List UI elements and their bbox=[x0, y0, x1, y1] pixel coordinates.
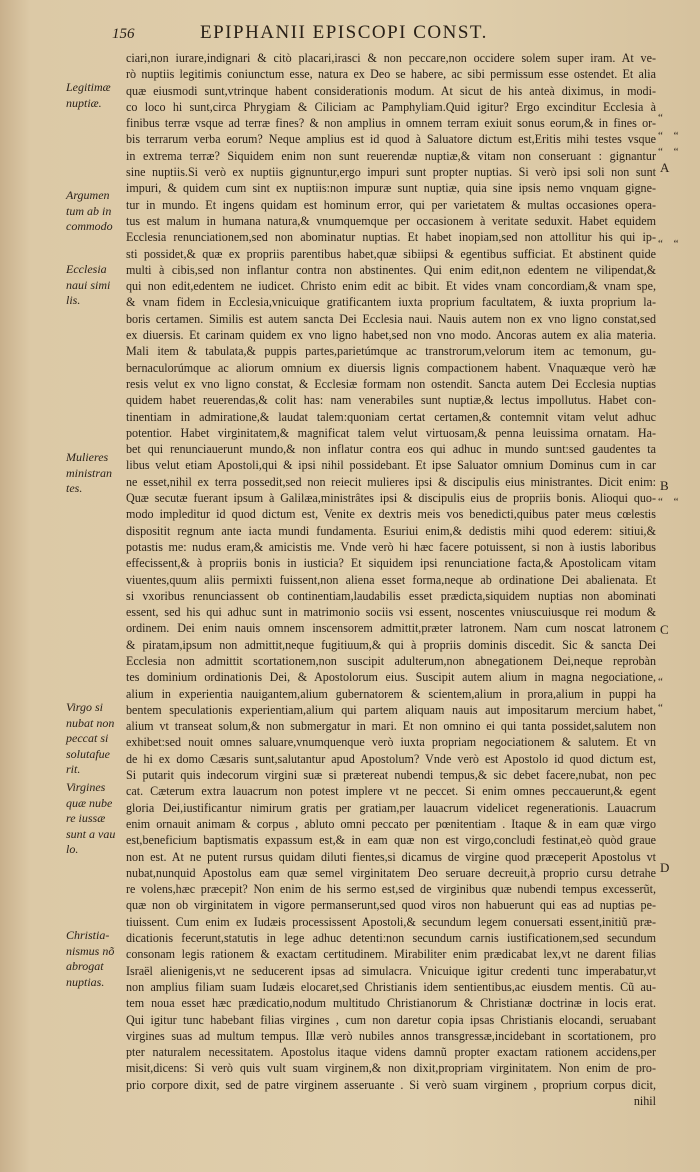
text-line: alium in experientia nauigantem,alium gubernatorem & scientem,alium in prora,alium in puppi ha bbox=[126, 686, 656, 701]
quotation-mark: “ “ bbox=[658, 146, 683, 158]
text-line: Ecclesia non admittit scortationem,non suscipit adulterum,non abnegationem Dei,neque reprobàn bbox=[126, 653, 656, 668]
text-line: bis terrarum verba eorum? Neque amplius est id quod à Saluatore dictum est,Eritis mihi testes vsque bbox=[126, 132, 656, 147]
text-line: sti possidet,& quæ ex propriis parentibus habet,quæ sibiipsi & egentibus sufficiat. Et abstinent quide bbox=[126, 246, 656, 261]
text-line: Si putarit quis indecorum virgini suæ si prætereat nubendi tempus,& sic debet facere,nubat, non pec bbox=[126, 768, 656, 783]
quotation-mark: “ bbox=[658, 676, 667, 688]
margin-note-line: Christia- bbox=[66, 928, 110, 942]
margin-note-line: nuptias. bbox=[66, 974, 105, 989]
margin-note-line: Legitimæ bbox=[66, 80, 111, 94]
text-line: quæ non ob virginitatem in vigore permanserunt,sed quod viros non habuerunt qui eas ad nuptias pe- bbox=[126, 898, 656, 913]
text-line: exhibet:sed nouit omnes saluare,vnumquenque verò iuxta propriam negociationem & salutem. Et vn bbox=[126, 735, 656, 750]
text-line: multi à cibis,sed non inflantur contra non abstinentes. Qui enim edit,non edentem ne vilipendat,& bbox=[126, 262, 656, 277]
running-head: EPIPHANII EPISCOPI CONST. bbox=[200, 22, 488, 43]
text-line: tiuissent. Cum enim ex Iudæis processissent Apostoli,& secundum legem conuersati essent,initiũ præ- bbox=[126, 914, 656, 929]
margin-note-line: commodo bbox=[66, 219, 113, 233]
text-line: dispositit regnum ante iacta mundi fundamenta. Esuriui enim,& dedistis mihi quod ederem: sitiui,& bbox=[126, 523, 656, 538]
section-letter: D bbox=[660, 860, 670, 875]
text-line: tinentiam in admiratione,& laudat talem:quoniam certat certamen,& contemnit vitam velut adhuc bbox=[126, 409, 656, 424]
quotation-mark: “ bbox=[658, 112, 667, 124]
text-line: cat. Cæterum extra lauacrum non potest implere vt ne peccet. Si enim omnes peccauerunt,& egent bbox=[126, 784, 656, 799]
text-line: tem noua esset hæc prædicatio,nodum multitudo Christianorum & Christianæ doctrinæ in locis erat. bbox=[126, 996, 656, 1011]
text-line: boris certamen. Similis est autem sancta Dei Ecclesia naui. Nauis autem non ex vno ligno constat,sed bbox=[126, 311, 656, 326]
text-line: si vxoribus renunciassent ob continentiam,laudabilis esset prædicta,siquidem nuptias non abominati bbox=[126, 588, 656, 603]
margin-note-line: tum ab in bbox=[66, 203, 112, 218]
margin-note-line: lis. bbox=[66, 293, 81, 307]
margin-note bbox=[66, 188, 126, 235]
margin-note-line: ministran bbox=[66, 465, 113, 480]
text-line: Quæ secutæ fuerant ipsum à Galilæa,ministrâtes ipsi & discipulis eius de propriis bonis. Alioqui quo- bbox=[126, 491, 656, 506]
text-line: tus est malum in humana natura,& vnumquemque per occasionem à veritate seduxit. Habet equidem bbox=[126, 213, 656, 228]
section-letter: B bbox=[660, 478, 669, 493]
text-line: dicationis fecerunt,statutis in lege adhuc detenti:non secundum carnis iustificationem,sed secundum bbox=[126, 931, 656, 946]
text-line: Mali item & tabulata,& puppis partes,parietúmque ac transtrorum,velorum item ac temonum, gu- bbox=[126, 344, 656, 359]
text-line: ciari,non iurare,indignari & citò placari,irasci & non peccare,non occidere solem super iram. At ve- bbox=[126, 51, 656, 65]
text-line: & piratam,ipsum non admittit,neque fugitiuum,& qui à propriis dominis discedit. Sic & sancta Dei bbox=[126, 637, 656, 652]
catchword: nihil bbox=[633, 1094, 656, 1108]
text-line: essent, sed his qui adhuc sunt in matrimonio sociis vsi essent, noscentes vniuscuiusque rei modum & bbox=[126, 605, 656, 620]
text-line: non amplius filiam suam Iudæis elocaret,sed Christianis idem sentientibus,ac eiusdem mentis. Cũ au- bbox=[126, 979, 656, 994]
text-line: bentem speculationis experientiam,alium qui partem aliquam nauis aut impositarum mercium habet, bbox=[126, 702, 656, 717]
margin-note bbox=[66, 80, 126, 111]
text-line: impuri, & quidem cum sint ex nuptiis:non impuræ sunt nuptiæ, quia sine ipsis nemo vnquam gigne- bbox=[126, 181, 656, 196]
page-header bbox=[0, 22, 700, 46]
margin-note-line: re iussæ bbox=[66, 811, 106, 825]
text-line: re volens,hæc præcepit? Non enim de his sermo est,sed de virginibus quæ nubendi tempus excesserũt, bbox=[126, 882, 656, 897]
text-line: co loco hi sunt,circa Phrygiam & Ciliciam ac Pamphyliam.Quid igitur? Ergo excinditur Ecclesia à bbox=[126, 99, 656, 114]
text-line: alium vt transeat solum,& non submergatur in mari. Et non omnino ei qui tanta possidet,salutem non bbox=[126, 719, 656, 734]
text-line: potastis me: nudus eram,& amicistis me. Vnde verò hi hæc facere potuissent, si non à iustis laboribus bbox=[126, 539, 656, 554]
body-text bbox=[126, 50, 656, 1109]
text-line: pter naturalem necessitatem. Apostolus itaque videns damnũ propter exactam rationem accidens,per bbox=[126, 1045, 656, 1060]
text-line: sine nuptiis.Si verò ex nuptiis gignuntur,ergo impuri sunt propter nuptias. Si verò ipsi soli non sunt bbox=[126, 165, 656, 180]
text-line: de hi ex domo Cæsaris sunt,salutantur apud Apostolum? Vnde verò est Apostolo id quod dictum est, bbox=[126, 751, 656, 766]
margin-note-line: solutafue bbox=[66, 746, 110, 761]
text-line: Ecclesia renunciationem,sed non abominatur nuptias. Et habet inopiam,sed non attollitur his qui ip- bbox=[126, 230, 656, 245]
section-letter: C bbox=[660, 622, 669, 637]
folio-number: 156 bbox=[112, 26, 135, 42]
margin-note-line: quæ nube bbox=[66, 795, 113, 810]
margin-note-line: naui simi bbox=[66, 277, 111, 292]
margin-note bbox=[66, 780, 126, 858]
quotation-mark: “ “ bbox=[658, 238, 683, 250]
margin-note-line: sunt a vau bbox=[66, 826, 116, 841]
margin-note-line: rit. bbox=[66, 762, 81, 776]
text-line: & vnam fidem in Ecclesia,vnicuique gratificantem iuxta proprium facultatem, & iuxta proprium la- bbox=[126, 295, 656, 310]
margin-note-line: Ecclesia bbox=[66, 262, 107, 276]
text-line: Israël alienigenis,vt ne seducerent ipsas ad simulacra. Vnicuique igitur credenti tunc imperabatur,vt bbox=[126, 963, 656, 978]
text-line: effecissent,& à propriis bonis in iusticia? Et siquidem ipsi renunciatione facta,& Apostolicam vitam bbox=[126, 556, 656, 571]
section-letter: A bbox=[660, 160, 670, 175]
margin-note bbox=[66, 700, 126, 778]
text-line: tes dominium ordinationis Dei, & Apostolorum eius. Suscipit autem alium in magna negociatione, bbox=[126, 670, 656, 685]
text-line: potentior. Habet virginitatem,& magnificat talem velut virtuosam,& penna leuissima ornatam. Ha- bbox=[126, 425, 656, 440]
text-line: finibus terræ vsque ad terræ fines? & non amplius in omnem terram exiuit sonus eorum,& in fines or- bbox=[126, 116, 656, 131]
margin-note-line: tes. bbox=[66, 481, 83, 495]
text-line: nubat,nunquid Apostolus eam quæ semel virginitatem Deo seruare decreuit,à proprio cursu detrahe bbox=[126, 865, 656, 880]
text-line: consonam legis rationem & exactam certitudinem. Mirabiliter enim prædicabat lex,vt ne darent filias bbox=[126, 947, 656, 962]
margin-note-line: Virgines bbox=[66, 780, 106, 794]
text-line: resis velut ex vno ligno constat, & Ecclesiæ formam non ostendit. Sancta autem Dei Ecclesia nuptias bbox=[126, 376, 656, 391]
text-line: ne esset,nihil ex terra possedit,sed non reiecit mulieres ipsi & discipulis eius ministrantes. Dicit enim: bbox=[126, 474, 656, 489]
text-line: est,beneficium baptismatis expassum est,& in eam quæ non est virgo,concludi festinat,eò quòd graue bbox=[126, 833, 656, 848]
text-line: ordinem. Dei enim nauis omnem inscensorem admittit,præter latronem. Nam cum noscat latronem bbox=[126, 621, 656, 636]
text-line: qui non edit,edentem ne iudicet. Christo enim edit ac bibit. Et vides vnam concordiam,& vnam spe, bbox=[126, 279, 656, 294]
text-line: virgines suas ad multum tempus. Illæ verò nubiles annos transgressæ,incidebant in scortationem, pro bbox=[126, 1028, 656, 1043]
text-line: quidem habet reuerendas,& colit has: nam venerabiles sunt nuptiæ,& lectus impollutus. Habet con- bbox=[126, 393, 656, 408]
margin-note-line: nubat non bbox=[66, 715, 115, 730]
margin-note bbox=[66, 450, 126, 497]
text-line: bet qui renunciauerunt mundo,& non inflatur contra eos qui adhuc in mundo sunt:sed gaudentes ta bbox=[126, 442, 656, 457]
text-line: in extrema terræ? Siquidem enim non sunt reuerendæ nuptiæ,& vitam non conseruant : gignantur bbox=[126, 148, 656, 163]
margin-note-line: Virgo si bbox=[66, 700, 104, 714]
margin-note bbox=[66, 262, 126, 309]
text-line: gloria Dei,iustificantur nimirum gratis per gratiam,per lauacrum videlicet regenerationis. Lauacrum bbox=[126, 800, 656, 815]
margin-note-line: nuptiæ. bbox=[66, 95, 102, 110]
text-line: Qui igitur tunc habebant filias virgines , cum non daretur copia ipsas Christianis elocandi, seruabant bbox=[126, 1012, 656, 1027]
margin-note-line: peccat si bbox=[66, 731, 109, 745]
text-line: non est. At ne putent rursus quidam diluti fientes,si dicamus de virgine quod præceperit Apostolus vt bbox=[126, 849, 656, 864]
margin-note-line: lo. bbox=[66, 842, 79, 856]
text-line: libus velut etiam Apostoli,qui & ipsi nihil possidebant. Et ipse Saluator omnium Dominus cum in car bbox=[126, 458, 656, 473]
quotation-mark: “ bbox=[658, 702, 667, 714]
text-line: prio corpore dixit, sed de patre virginem asseruante . Si verò suam virginem , proprium corpus dicit, bbox=[126, 1077, 656, 1092]
margin-note-line: nismus nõ bbox=[66, 943, 115, 958]
text-line: misit,dicens: Si verò quis vult suam virginem,& non dixit,propriam virginitatem. Non enim de pro- bbox=[126, 1061, 656, 1076]
quotation-mark: “ “ bbox=[658, 130, 683, 142]
text-line: rò nuptiis legitimis coniunctum esse, natura ex Deo se habere, ac sibi permissum esse ostendet. Et alia bbox=[126, 67, 656, 82]
margin-note-line: Mulieres bbox=[66, 450, 109, 464]
text-line: tur in mundo. Et ingens quidam est hominum error, qui per varietatem & multas occasiones opera- bbox=[126, 197, 656, 212]
quotation-mark: “ “ bbox=[658, 496, 683, 508]
margin-note-line: Argumen bbox=[66, 188, 110, 202]
text-line: modo impleditur id quod dictum est, Venite ex dextris meis vos benedicti,quibus pater meus cœlestis bbox=[126, 507, 656, 522]
text-line: quæ eiusmodi sunt,vtrinque habent considerationis modum. At sicut de his anteà diximus, in modi- bbox=[126, 83, 656, 98]
text-line: ex diuersis. Et carinam quidem ex vno ligno habet,sed non vno modo. Ancoras autem ex alia materia. bbox=[126, 328, 656, 343]
margin-note bbox=[66, 928, 126, 990]
text-line: bernaculorúmque ac aliorum omnium ex diuersis lignis compactionem habent. Vnaquæque verò hæ bbox=[126, 360, 656, 375]
text-line: viuentes,quum aliis permixti fuissent,non aliena esset forma,neque ab ordinatione Dei abalienata. Et bbox=[126, 572, 656, 587]
margin-note-line: abrogat bbox=[66, 959, 104, 973]
text-line: enim ornauit animam & corpus , abluto omni peccato per pœnitentiam . Itaque & in eam quæ virgo bbox=[126, 816, 656, 831]
